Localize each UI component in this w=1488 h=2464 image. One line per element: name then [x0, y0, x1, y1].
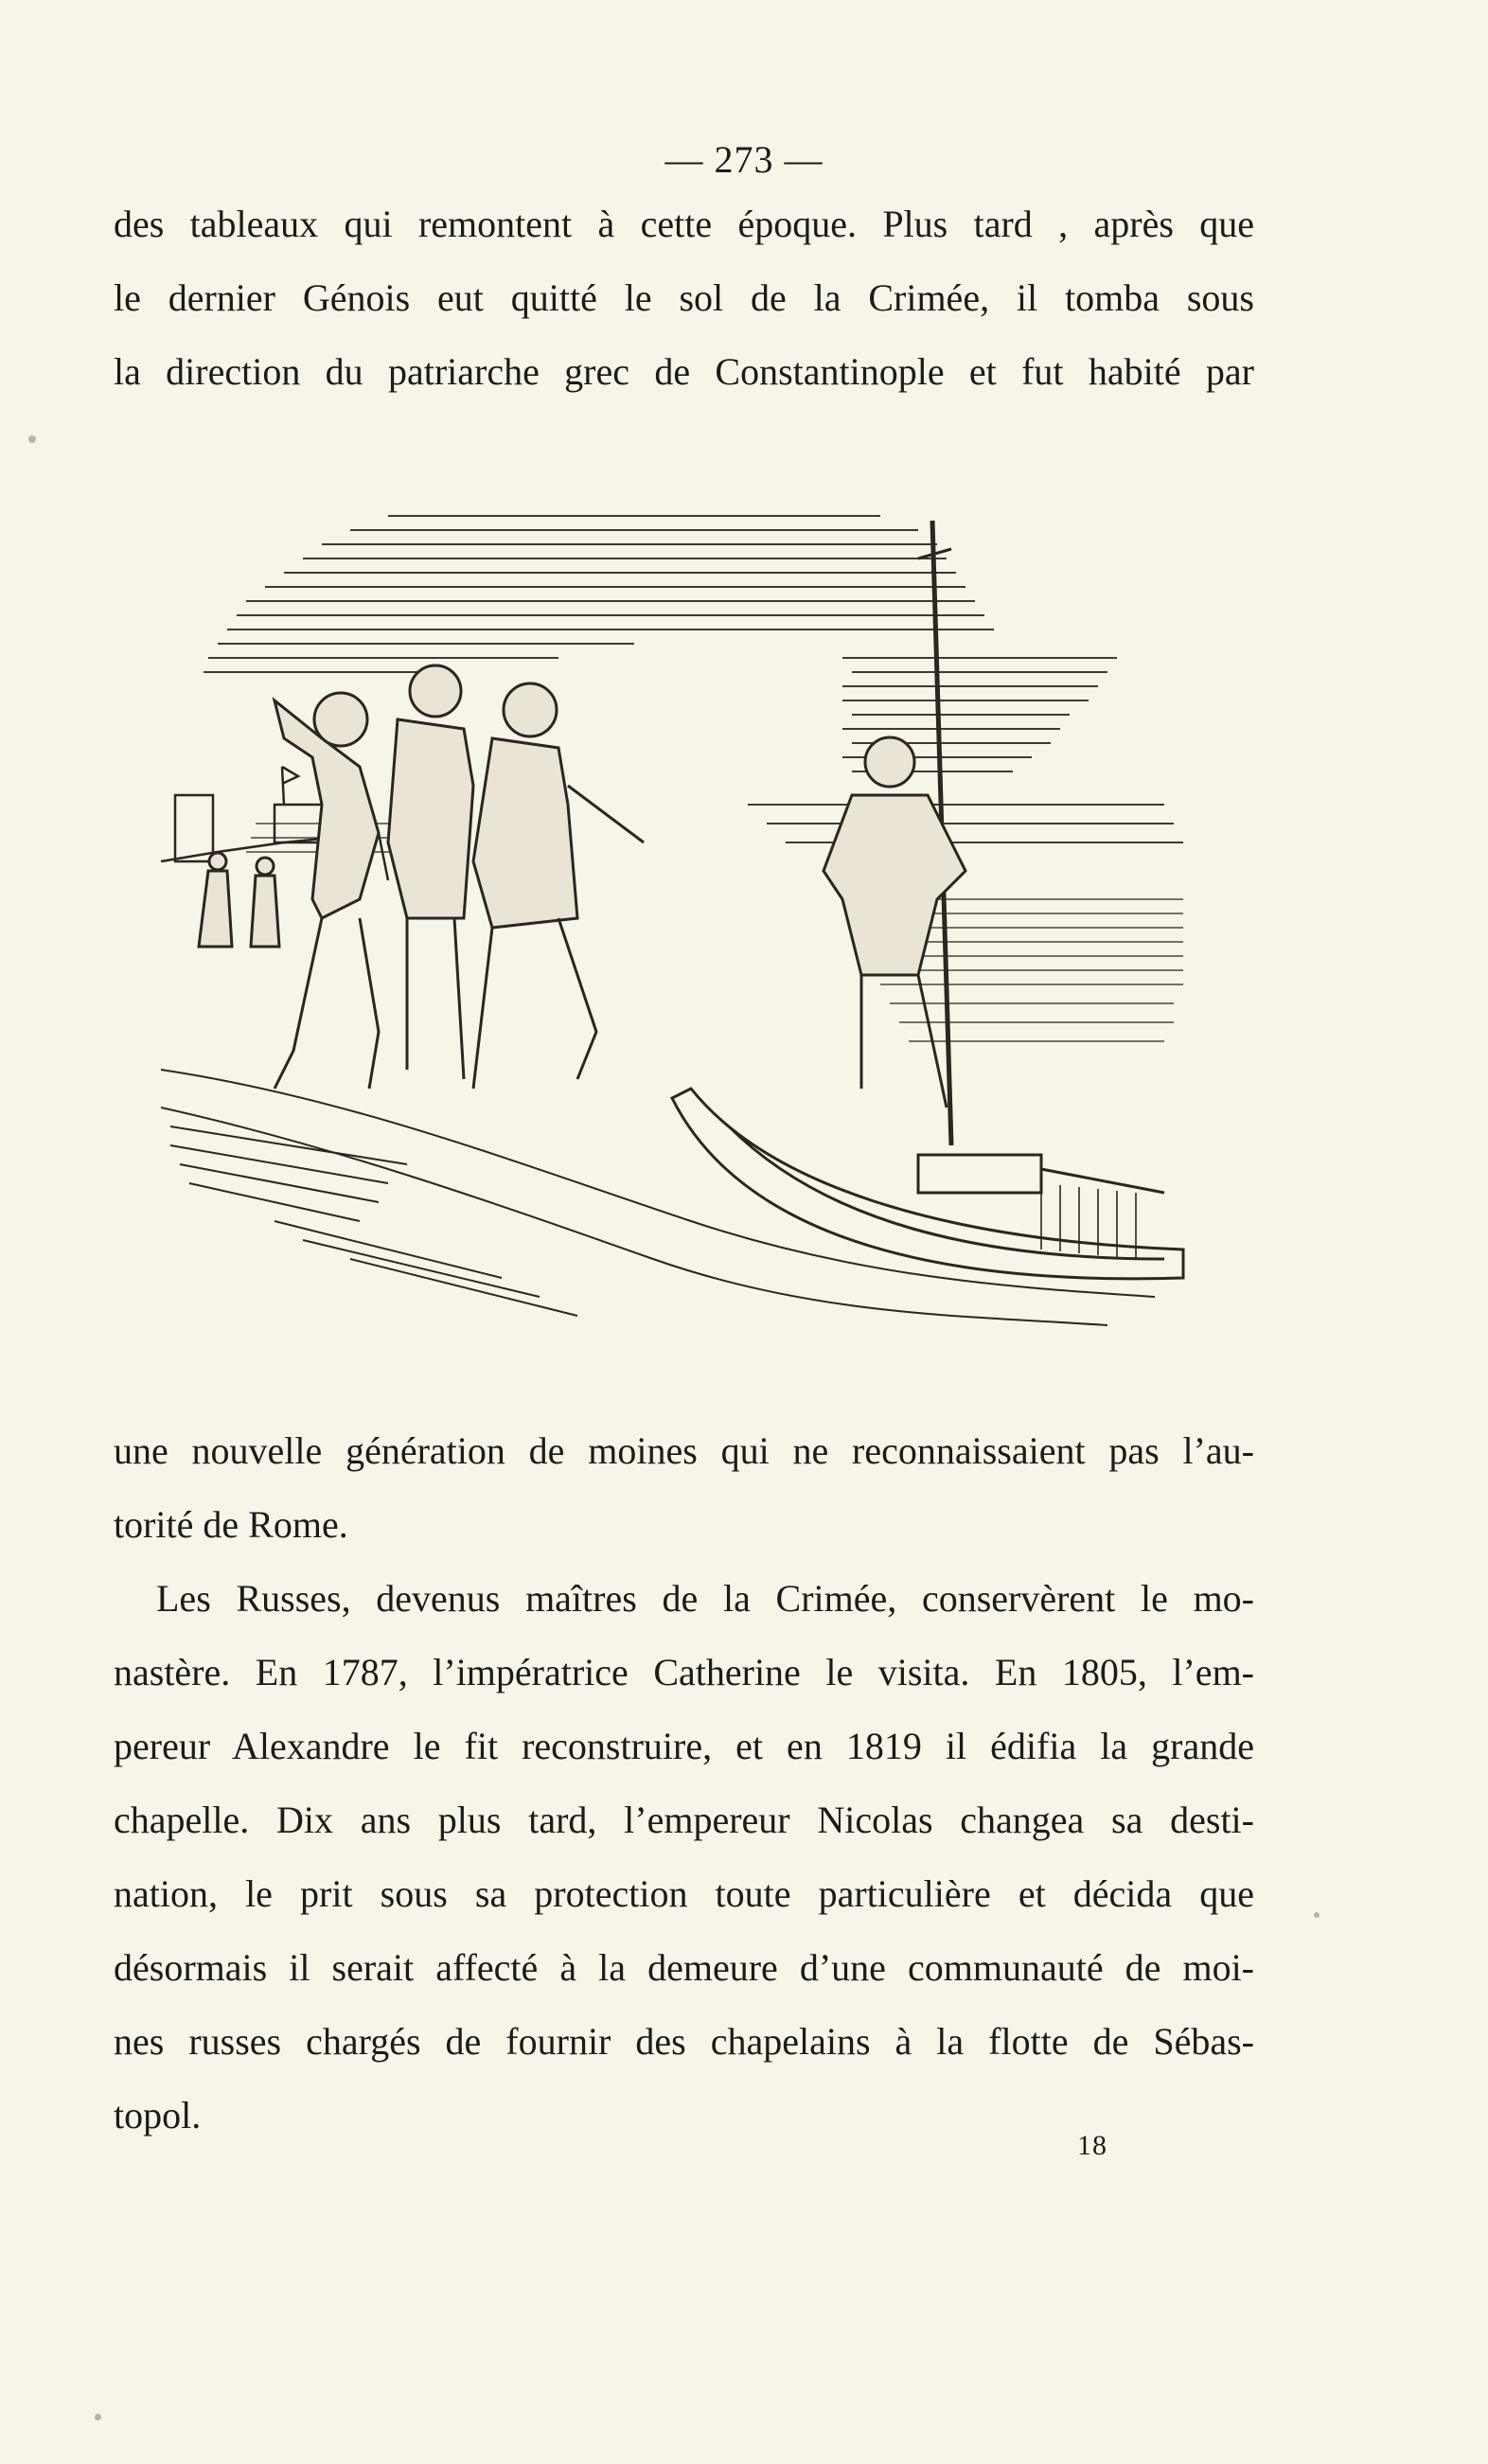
top-paragraph — [114, 187, 1254, 409]
text-line: nation, le prit sous sa protection toute particulière et décida que — [114, 1872, 1254, 1915]
paper-speck — [28, 435, 36, 443]
paper-speck — [95, 2414, 101, 2420]
engraving-illustration — [161, 502, 1202, 1335]
boat — [672, 1089, 1183, 1279]
signature-mark: 18 — [1077, 2130, 1107, 2161]
paper-speck — [1314, 1912, 1320, 1918]
text-line: le dernier Génois eut quitté le sol de la Crimée, il tomba sous — [114, 276, 1254, 319]
page-number: — 273 — — [664, 138, 824, 181]
text-line: pereur Alexandre le fit reconstruire, et en 1819 il édifia la grande — [114, 1725, 1254, 1767]
text-line: des tableaux qui remontent à cette époque. Plus tard , après que — [114, 203, 1254, 245]
shore — [161, 1070, 1155, 1325]
text-line: désormais il serait affecté à la demeure d’une communauté de moi- — [114, 1946, 1254, 1989]
figures — [199, 665, 965, 1108]
text-line: nastère. En 1787, l’impératrice Catherine le visita. En 1805, l’em- — [114, 1651, 1254, 1693]
text-line: Les Russes, devenus maîtres de la Crimée, conservèrent le mo- — [156, 1577, 1254, 1620]
text-line: torité de Rome. — [114, 1503, 348, 1546]
bottom-text — [114, 1414, 1254, 2153]
text-line: une nouvelle génération de moines qui ne reconnaissaient pas l’au- — [114, 1429, 1254, 1472]
text-line: nes russes chargés de fournir des chapelains à la flotte de Sébas- — [114, 2020, 1254, 2063]
text-line: la direction du patriarche grec de Constantinople et fut habité par — [114, 350, 1254, 393]
sea-hatching — [246, 824, 1183, 1041]
text-line: chapelle. Dix ans plus tard, l’empereur Nicolas changea sa desti- — [114, 1799, 1254, 1841]
text-line: topol. — [114, 2094, 202, 2136]
